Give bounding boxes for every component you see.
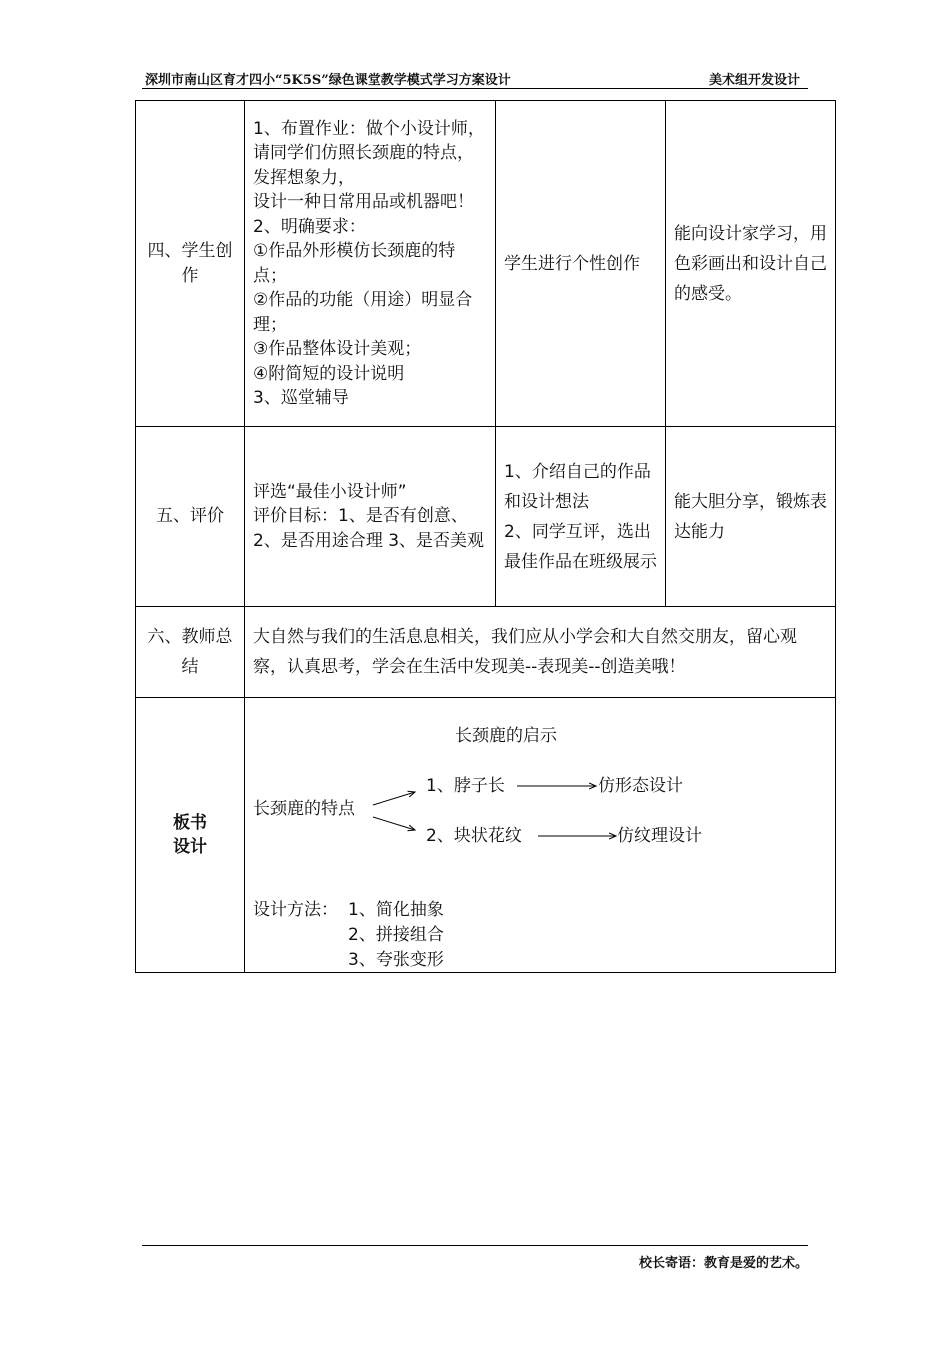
row-board-design bbox=[136, 698, 836, 973]
activity-line: ①作品外形模仿长颈鹿的特点； bbox=[253, 241, 456, 286]
arrow-root-to-branch-2 bbox=[373, 817, 415, 830]
goal-cell: 能向设计家学习，用色彩画出和设计自己的感受。 bbox=[666, 101, 836, 427]
activity-line: 1、布置作业：做个小设计师， bbox=[253, 118, 485, 139]
activity-cell bbox=[245, 427, 496, 607]
footer-divider bbox=[142, 1245, 808, 1246]
activity-line: 请同学们仿照长颈鹿的特点，发挥想象力， bbox=[253, 143, 474, 188]
row-teacher-summary bbox=[136, 607, 836, 698]
row-student-creation bbox=[136, 101, 836, 427]
stage-cell: 五、评价 bbox=[136, 427, 245, 607]
board-result-2: 仿纹理设计 bbox=[617, 825, 702, 846]
method-item: 1、简化抽象 bbox=[348, 899, 444, 920]
student-line: 1、介绍自己的作品和设计想法 bbox=[504, 461, 651, 512]
board-branch-1: 1、脖子长 bbox=[426, 775, 505, 796]
method-item: 2、拼接组合 bbox=[348, 924, 444, 945]
activity-line: 评选“最佳小设计师” bbox=[253, 481, 407, 502]
board-label-cell bbox=[136, 698, 245, 973]
student-activity-cell: 学生进行个性创作 bbox=[496, 101, 666, 427]
board-label-line: 板书 bbox=[173, 813, 207, 833]
page-header bbox=[142, 66, 808, 89]
board-arrows bbox=[245, 699, 835, 972]
activity-cell bbox=[245, 101, 496, 427]
board-branch-2: 2、块状花纹 bbox=[426, 825, 522, 846]
board-diagram bbox=[245, 699, 835, 972]
activity-line: ②作品的功能（用途）明显合理； bbox=[253, 290, 473, 335]
header-title: 深圳市南山区育才四小“5K5S”绿色课堂教学模式学习方案设计 bbox=[145, 73, 511, 88]
activity-line: 设计一种日常用品或机器吧！ bbox=[253, 192, 474, 212]
method-item: 3、夸张变形 bbox=[348, 949, 444, 970]
arrow-root-to-branch-1 bbox=[373, 792, 415, 805]
methods-label: 设计方法： bbox=[253, 899, 338, 920]
stage-cell: 六、教师总结 bbox=[136, 607, 245, 698]
activity-line: 3、巡堂辅导 bbox=[253, 388, 349, 408]
lesson-plan-table bbox=[135, 100, 836, 973]
board-root: 长颈鹿的特点 bbox=[253, 798, 355, 819]
activity-line: 2、明确要求： bbox=[253, 216, 366, 237]
activity-line: ④附简短的设计说明 bbox=[253, 363, 405, 384]
board-result-1: 仿形态设计 bbox=[598, 775, 683, 796]
board-cell bbox=[245, 698, 836, 973]
goal-cell: 能大胆分享，锻炼表达能力 bbox=[666, 427, 836, 607]
footer-motto: 校长寄语：教育是爱的艺术。 bbox=[638, 1256, 808, 1271]
student-line: 2、同学互评，选出最佳作品在班级展示 bbox=[504, 521, 657, 572]
student-activity-cell bbox=[496, 427, 666, 607]
summary-cell: 大自然与我们的生活息息相关，我们应从小学会和大自然交朋友，留心观察，认真思考，学会在生活中发现美--表现美--创造美哦！ bbox=[245, 607, 836, 698]
board-title: 长颈鹿的启示 bbox=[455, 725, 557, 746]
header-department: 美术组开发设计 bbox=[708, 73, 800, 88]
activity-line: ③作品整体设计美观； bbox=[253, 339, 422, 359]
row-evaluation bbox=[136, 427, 836, 607]
stage-cell: 四、学生创作 bbox=[136, 101, 245, 427]
activity-line: 评价目标：1、是否有创意、2、是否用途合理 3、是否美观 bbox=[253, 506, 485, 551]
board-label-line: 设计 bbox=[173, 837, 207, 857]
